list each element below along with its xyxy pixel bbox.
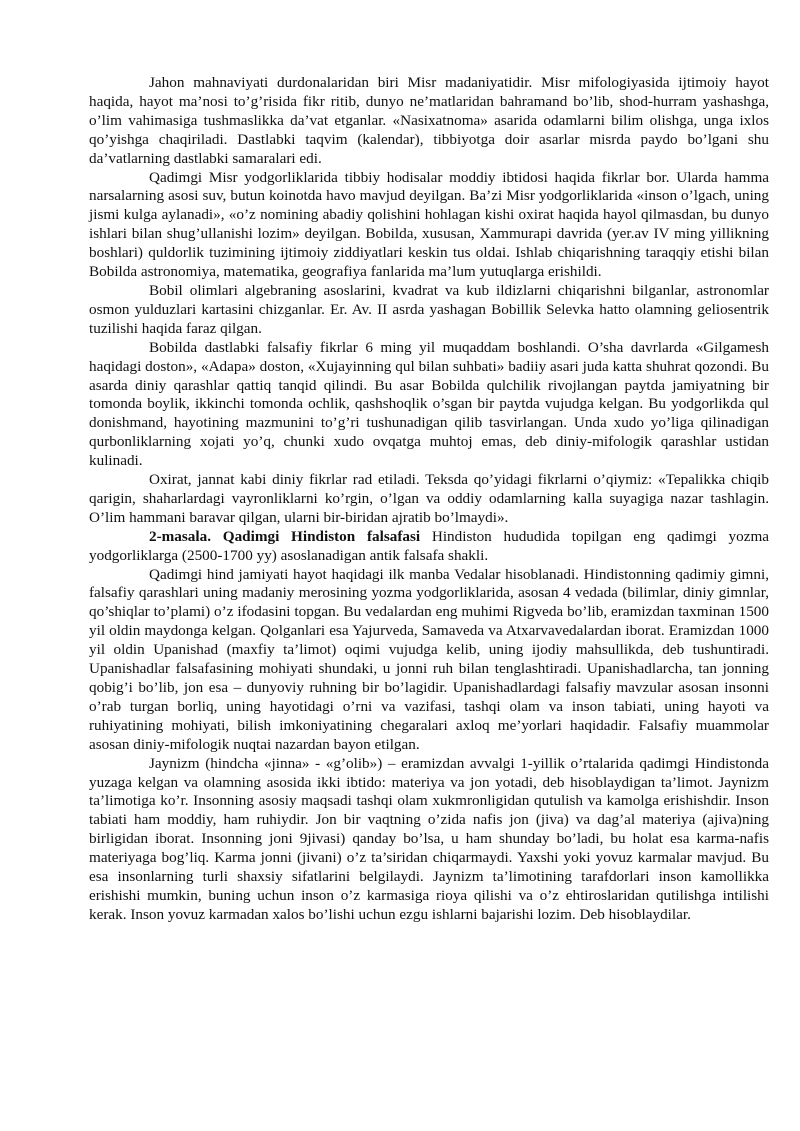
paragraph-afterlife: Oxirat, jannat kabi diniy fikrlar rad etiladi. Teksda qo’yidagi fikrlarni o’qiymiz: «Tepalikka chiqib qarigin, shaharlardagi vayronliklarni ko’rgin, o’lgan va oddiy odamlarning kalla suyagiga nazar tashlagin. O’lim hammani baravar qilgan, ularni bir-biridan ajratib bo’lmaydi». (89, 471, 769, 526)
paragraph-egypt-monuments: Qadimgi Misr yodgorliklarida tibbiy hodisalar moddiy ibtidosi haqida fikrlar bor. Ularda hamma narsalarning asosi suv, butun koinotda havo mavjud deyilgan. Ba’zi Misr yodgorliklarida «inson o’lgach, uning jismi kulga aylanadi», «o’z nomining abadiy qolishini hohlagan kishi oxirat haqida hayol qilmasdan, bu dunyo ishlari bilan shug’ullanishi lozim» deyilgan. Bobilda, xususan, Xammurapi davrida (yer.av IV ming yillikning boshlari) quldorlik tuzimining ijtimoiy ziddiyatlari keskin tus oldai. Ishlab chiqarishning taraqqiy etishi bilan Bobilda astronomiya, matematika, geografiya fanlarida ma’lum yutuqlarga erishildi. (89, 168, 769, 281)
section-intro-text: Hindiston hududida topilgan eng qadimgi yozma yodgorliklarga (2500-1700 yy) asoslanadigan antik falsafa shakli. (89, 527, 769, 564)
paragraph-babylon-philosophy: Bobilda dastlabki falsafiy fikrlar 6 ming yil muqaddam boshlandi. O’sha davrlarda «Gilgamesh haqidagi doston», «Adapa» doston, «Xujayinning qul bilan suhbati» badiiy asari juda katta shuhrat qozondi. Bu asarda diniy qarashlar qattiq tanqid qilindi. Bu asar Bobilda qulchilik rivojlangan paytda jamiyatning bir tomonda boylik, ikkinchi tomonda ochlik, qashshoqlik o’sgan bir paytda vujudga kelgan. Bu yodgorlikda qul donishmand, hayotining mazmunini to’g’ri tushunadigan qilib tasvirlangan. Unda xudo yo’liga qilinadigan qurbonliklarning xojati yo’q, chunki xudo ovqatga muhtoj emas, deb diniy-mifologik qarashlar ustidan kulinadi. (89, 338, 769, 470)
paragraph-vedas: Qadimgi hind jamiyati hayot haqidagi ilk manba Vedalar hisoblanadi. Hindistonning qadimiy gimni, falsafiy qarashlari uning madaniy merosining yozma yodgorliklarida, asosan 4 vedada (bilimlar, diniy gimnlar, qo’shiqlar to’plami) o’z ifodasini topgan. Bu vedalardan eng muhimi Rigveda bo’lib, eramizdan taxminan 1500 yil oldin maydonga kelgan. Qolganlari esa Yajurveda, Samaveda va Atxarvavedalardan iborat. Eramizdan 1000 yil oldin Upanishad (maxfiy ta’limot) oqimi vujudga kelib, uning ijodiy mahsullikda, deb tushuntiradi. Upanishadlar falsafasining mohiyati shundaki, u jonni ruh bilan tenglashtiradi. Upanishadlarcha, tan jonning qobig’i bo’lib, jon esa – dunyoviy ruhning bir bo’lagidir. Upanishadlardagi falsafiy mavzular asosan insonni o’rab turgan borliq, uning hayotidagi o’rni va vazifasi, tashqi olam va inson tabiati, uning hayoti va ruhiyatining mohiyati, bilish imkoniyatining chegaralari axloq me’yorlari haqidadir. Falsafiy muammolar asosan diniy-mifologik nuqtai nazardan bayon etilgan. (89, 565, 769, 753)
section-intro-paragraph (89, 528, 769, 566)
paragraph-egypt-culture: Jahon mahnaviyati durdonalaridan biri Misr madaniyatidir. Misr mifologiyasida ijtimoiy hayot haqida, hayot ma’nosi to’g’risida fikr ritib, dunyo ne’matlaridan bahramand bo’lib, shod-hurram yashashga, o’lim vahimasiga tushmaslikka da’vat etganlar. «Nasixatnoma» asarida odamlarni bilim olishga, unga ixlos qo’yishga chaqiriladi. Dastlabki taqvim (kalendar), tibbiyotga doir asarlar misrda paydo bo’lgani shu da’vatlarning dastlabki samaralari edi. (89, 74, 769, 167)
document-page (89, 74, 769, 925)
paragraph-babylon-scholars: Bobil olimlari algebraning asoslarini, kvadrat va kub ildizlarni chiqarishni bilganlar, astronomlar osmon yulduzlari kartasini chizganlar. Er. Av. II asrda yashagan Bobillik Selevka hatto olamning geliosentrik tuzilishi haqida faraz qilgan. (89, 281, 769, 337)
paragraph-jainism: Jaynizm (hindcha «jinna» - «g’olib») – eramizdan avvalgi 1-yillik o’rtalarida qadimgi Hindistonda yuzaga kelgan va olamning asosida ikki ibtido: materiya va jon yotadi, deb hisoblaydigan ta’limot. Jaynizm ta’limotiga ko’r. Insonning asosiy maqsadi tashqi olam xukmronligidan qutulish va kamolga erishishdir. Inson tabiati ham moddiy, ham ruhiydir. Jon bir vaqtning o’zida nafis jon (jiva) va dag’al materiya (ajiva)ning birligidan iborat. Insonning joni 9jivasi) qanday bo’lsa, u ham shunday bo’ladi, bu holat esa karma-nafis materiyaga bog’liq. Karma jonni (jivani) o’z ta’siridan chiqarmaydi. Yaxshi yoki yovuz karmalar mavjud. Bu esa insonlarning turli shaxsiy sifatlarini belgilaydi. Jaynizm ta’limotining tarafdorlari inson kamollikka erishishi mumkin, buning uchun inson o’z karmasiga rioya qilishi va o’z ehtiroslaridan qutilishga intilishi kerak. Inson yovuz karmadan xalos bo’lishi uchun ezgu ishlarni bajarishi lozim. Deb hisoblaydilar. (89, 754, 769, 923)
section-heading: 2-masala. Qadimgi Hindiston falsafasi (149, 527, 421, 545)
